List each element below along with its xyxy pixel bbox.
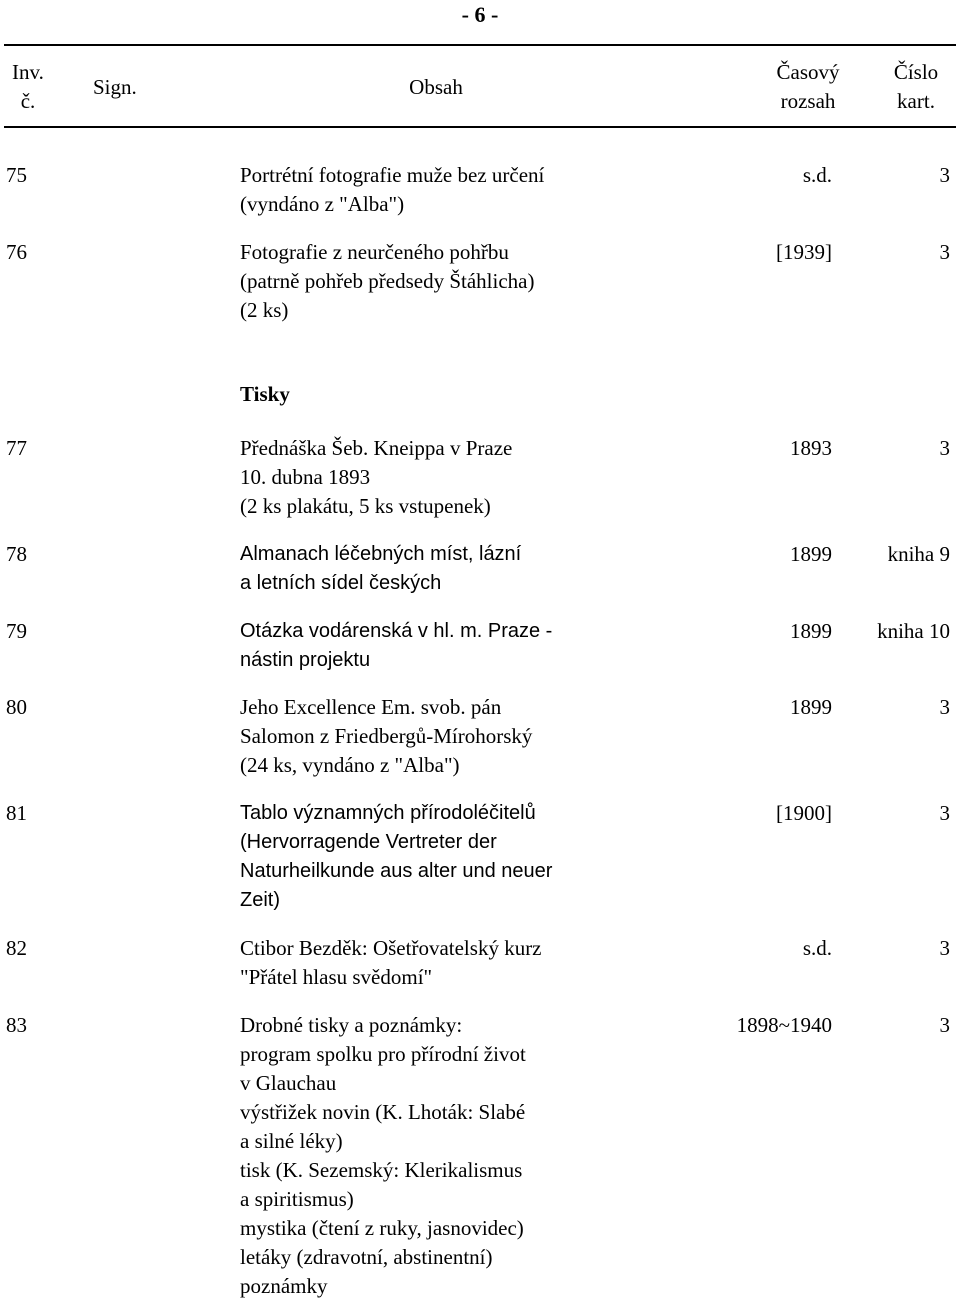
entry-description-line: (2 ks plakátu, 5 ks vstupenek) — [240, 494, 491, 518]
entry-description-line: a letních sídel českých — [240, 572, 442, 594]
header-card: Číslo kart. — [893, 60, 939, 113]
header-top-rule — [4, 44, 956, 46]
entry-description-line: Otázka vodárenská v hl. m. Praze - — [240, 620, 553, 642]
entry-date-range: [1939] — [776, 240, 832, 264]
entry-description-line: výstřižek novin (K. Lhoták: Slabé — [240, 1100, 526, 1124]
page-number: - 6 - — [461, 2, 499, 27]
header-content: Obsah — [409, 75, 463, 99]
entry-inv-number: 78 — [6, 542, 27, 566]
entry-description-line: Naturheilkunde aus alter und neuer — [240, 860, 553, 882]
entry-description-line: v Glauchau — [240, 1071, 337, 1095]
entry-card-number: kniha 10 — [877, 619, 950, 643]
entry-description-line: (vyndáno z "Alba") — [240, 192, 405, 216]
entry-description-line: a silné léky) — [240, 1129, 343, 1153]
entry-card-number: 3 — [939, 240, 950, 264]
entry-date-range: 1899 — [790, 619, 832, 643]
entry-description-line: Fotografie z neurčeného pohřbu — [240, 240, 509, 264]
header-sign: Sign. — [93, 75, 137, 99]
entry-description-line: mystika (čtení z ruky, jasnovidec) — [240, 1216, 524, 1240]
section-heading: Tisky — [240, 382, 290, 406]
entry-description-line: letáky (zdravotní, abstinentní) — [240, 1245, 493, 1269]
entry-description-line: tisk (K. Sezemský: Klerikalismus — [240, 1158, 523, 1182]
entry-description-line: Almanach léčebných míst, lázní — [240, 543, 522, 565]
entry-card-number: 3 — [939, 695, 950, 719]
entry-inv-number: 79 — [6, 619, 27, 643]
entry-description-line: Přednáška Šeb. Kneippa v Praze — [240, 436, 513, 460]
entry-description-line: (patrně pohřeb předsedy Štáhlicha) — [240, 269, 535, 293]
entry-card-number: 3 — [939, 801, 950, 825]
entry-description-line: Portrétní fotografie muže bez určení — [240, 163, 545, 187]
entry-description-line: Drobné tisky a poznámky: — [240, 1013, 463, 1037]
entry-description-line: a spiritismus) — [240, 1187, 354, 1211]
entry-card-number: kniha 9 — [887, 542, 950, 566]
entry-inv-number: 77 — [6, 436, 27, 460]
entry-date-range: s.d. — [802, 936, 832, 960]
entry-description-line: (2 ks) — [240, 298, 289, 322]
entry-date-range: 1899 — [790, 542, 832, 566]
entry-inv-number: 75 — [6, 163, 27, 187]
entry-description-line: Jeho Excellence Em. svob. pán — [240, 695, 502, 719]
header-date: Časový rozsah — [776, 60, 840, 113]
entry-description-line: Ctibor Bezděk: Ošetřovatelský kurz — [240, 936, 542, 960]
entry-inv-number: 76 — [6, 240, 27, 264]
entry-inv-number: 82 — [6, 936, 27, 960]
entry-description-line: 10. dubna 1893 — [240, 465, 371, 489]
entry-description-line: (24 ks, vyndáno z "Alba") — [240, 753, 460, 777]
entry-description-line: Salomon z Friedbergů-Mírohorský — [240, 724, 533, 748]
header-inv: Inv. č. — [12, 60, 44, 113]
header-bottom-rule — [4, 126, 956, 128]
entry-date-range: 1899 — [790, 695, 832, 719]
entry-description-line: nástin projektu — [240, 649, 371, 671]
entry-description-line: "Přátel hlasu svědomí" — [240, 965, 433, 989]
entry-description-line: Zeit) — [240, 889, 280, 911]
entry-date-range: 1898~1940 — [736, 1013, 832, 1037]
entry-card-number: 3 — [939, 1013, 950, 1037]
entry-description-line: (Hervorragende Vertreter der — [240, 831, 497, 853]
entry-description-line: Tablo významných přírodoléčitelů — [240, 802, 536, 824]
entry-card-number: 3 — [939, 936, 950, 960]
entry-card-number: 3 — [939, 163, 950, 187]
entry-description-line: poznámky — [240, 1274, 328, 1298]
entry-inv-number: 81 — [6, 801, 27, 825]
entry-card-number: 3 — [939, 436, 950, 460]
entry-inv-number: 80 — [6, 695, 27, 719]
entry-inv-number: 83 — [6, 1013, 27, 1037]
entry-date-range: [1900] — [776, 801, 832, 825]
entry-date-range: s.d. — [802, 163, 832, 187]
entry-description-line: program spolku pro přírodní život — [240, 1042, 526, 1066]
entry-date-range: 1893 — [790, 436, 832, 460]
